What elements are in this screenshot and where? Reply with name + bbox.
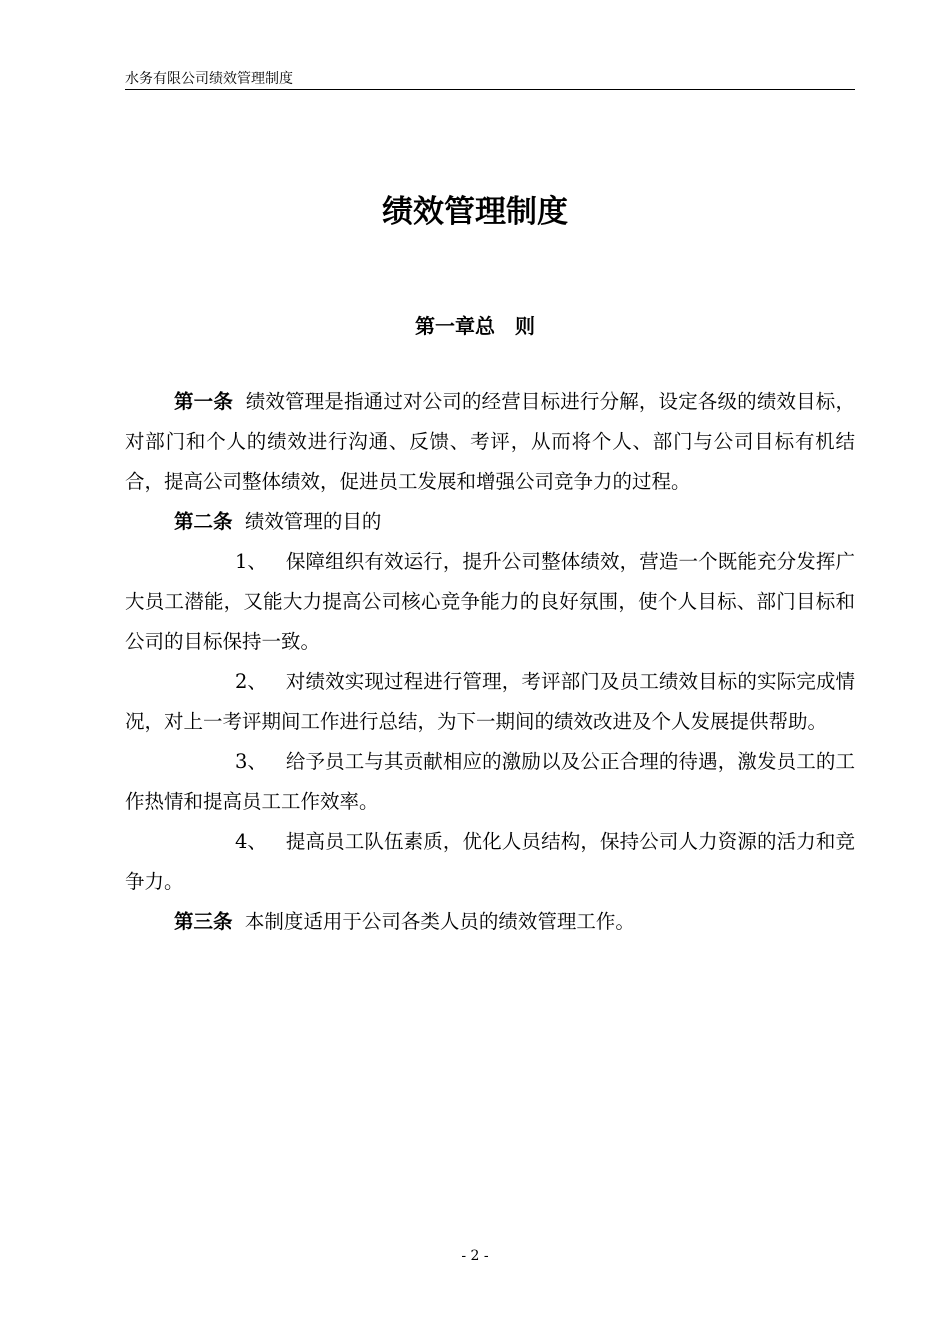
running-header: 水务有限公司绩效管理制度 [125,70,855,90]
item-number: 3、 [235,750,267,773]
document-body [125,382,855,942]
item-text: 提高员工队伍素质，优化人员结构，保持公司人力资源的活力和竞争力。 [125,830,855,893]
item-number: 1、 [235,550,267,573]
article-2 [125,502,855,542]
document-title: 绩效管理制度 [382,194,568,230]
article-label: 第三条 [174,910,233,933]
item-number: 4、 [235,830,267,853]
item-text: 给予员工与其贡献相应的激励以及公正合理的待遇，激发员工的工作热情和提高员工工作效率。 [125,750,855,813]
purpose-item-4 [125,822,855,902]
article-text: 绩效管理是指通过对公司的经营目标进行分解，设定各级的绩效目标，对部门和个人的绩效进行沟通、反馈、考评，从而将个人、部门与公司目标有机结合，提高公司整体绩效，促进员工发展和增强公司竞争力的过程。 [125,390,855,493]
purpose-item-2 [125,662,855,742]
article-text: 本制度适用于公司各类人员的绩效管理工作。 [244,910,635,933]
purpose-item-1 [125,542,855,662]
article-label: 第一条 [174,390,233,413]
article-label: 第二条 [174,510,233,533]
item-text: 保障组织有效运行，提升公司整体绩效，营造一个既能充分发挥广大员工潜能，又能大力提高公司核心竞争能力的良好氛围，使个人目标、部门目标和公司的目标保持一致。 [125,550,855,653]
article-text: 绩效管理的目的 [244,510,382,533]
article-3 [125,902,855,942]
item-number: 2、 [235,670,267,693]
chapter-heading: 第一章总 则 [415,314,535,338]
page-number: - 2 - [461,1248,489,1264]
article-1 [125,382,855,502]
purpose-item-3 [125,742,855,822]
item-text: 对绩效实现过程进行管理，考评部门及员工绩效目标的实际完成情况，对上一考评期间工作进行总结，为下一期间的绩效改进及个人发展提供帮助。 [125,670,855,733]
